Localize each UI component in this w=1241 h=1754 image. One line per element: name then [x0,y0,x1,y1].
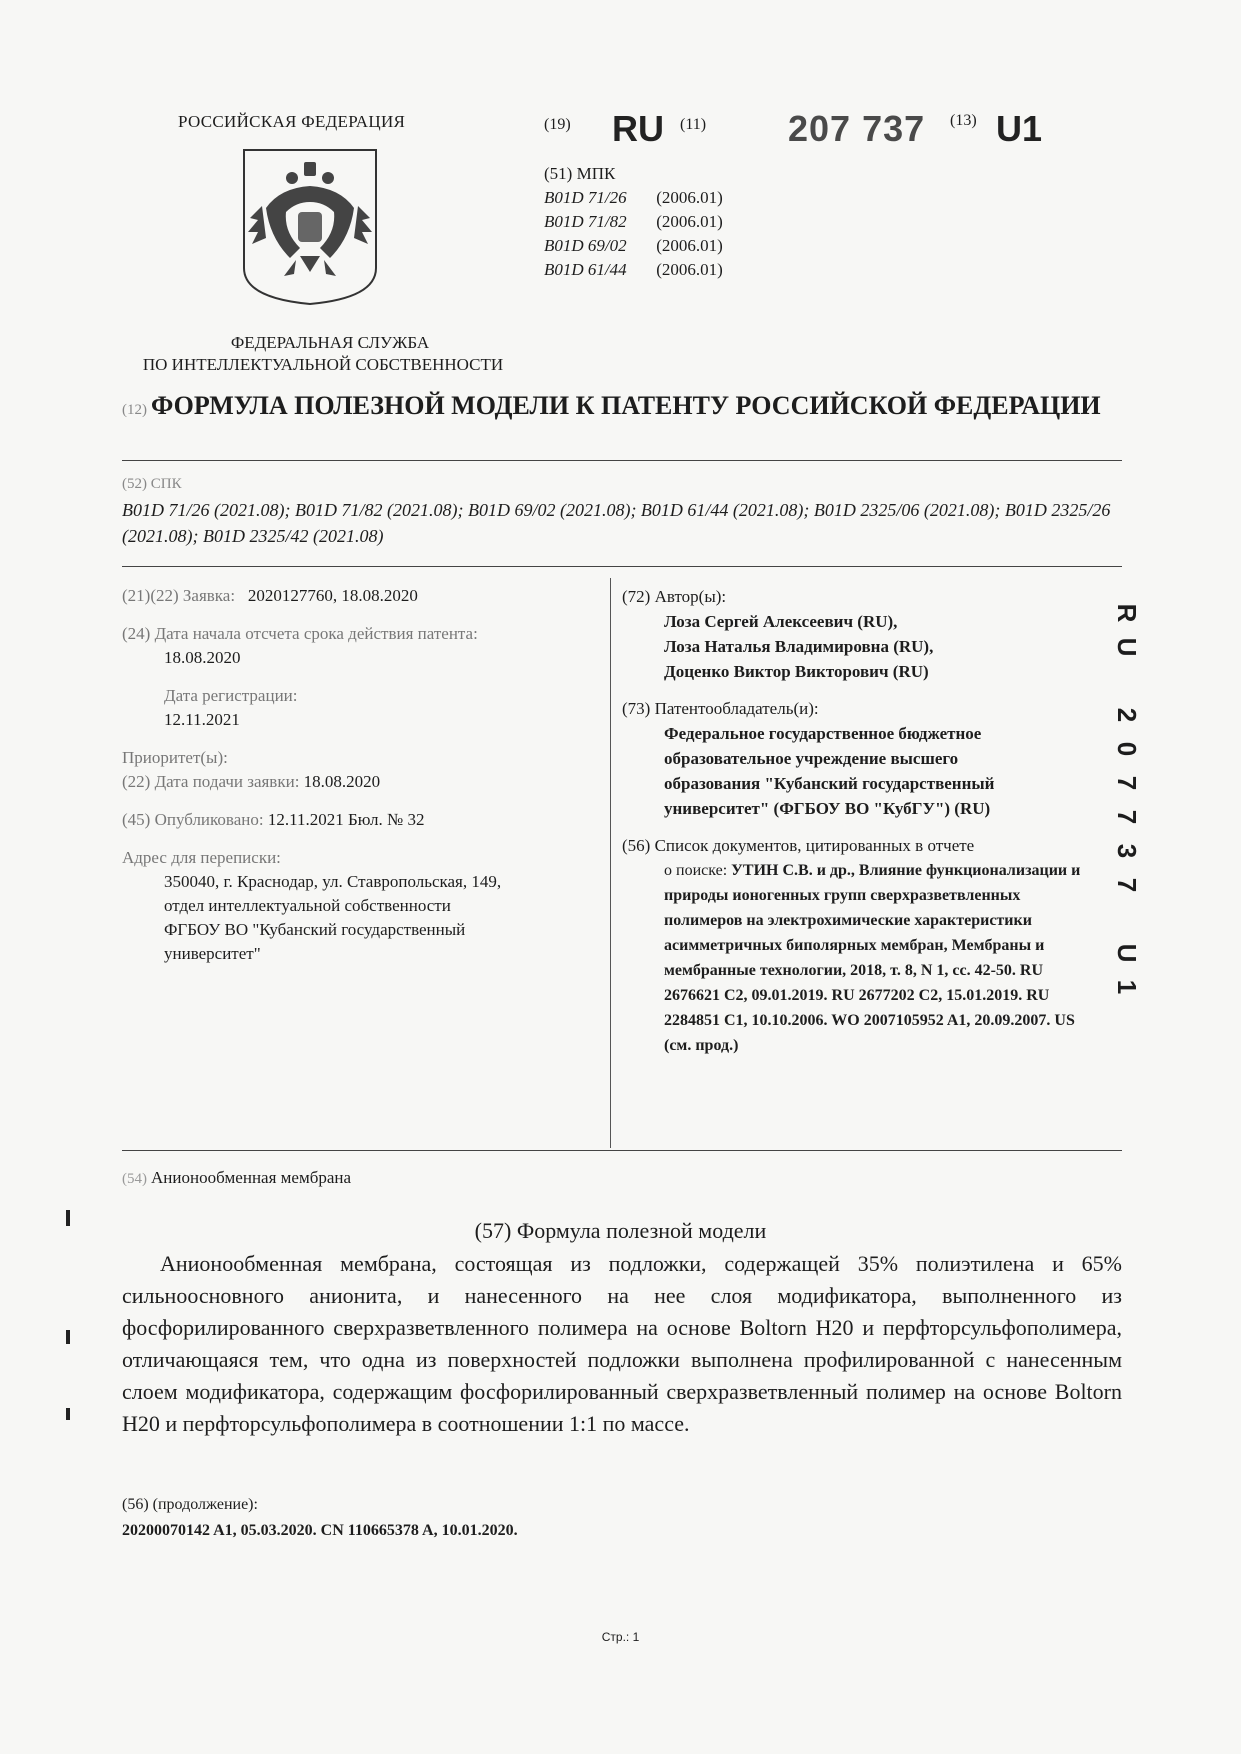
patent-number: 207 737 [788,108,926,149]
agency-line-2: ПО ИНТЕЛЛЕКТУАЛЬНОЙ СОБСТВЕННОСТИ [142,355,504,374]
state-emblem [240,148,380,306]
divider [122,566,1122,567]
registration: Дата регистрации: 12.11.2021 [164,686,298,729]
page-number: Стр.: 1 [601,1630,640,1644]
country-code: RU [612,108,664,149]
bibliographic-right [622,584,1092,1070]
code-11: (11) [680,116,707,133]
spk-codes: B01D 71/26 (2021.08); B01D 71/82 (2021.08); B01D 69/02 (2021.08); B01D 61/44 (2021.08); B01D 2325/06 (2021.08); B01D 2325/26 (2021.08); B01D 2325/42 (2021.08) [122,500,1111,546]
mpk-row: B01D 71/26 (2006.01) [544,188,723,207]
code-13: (13) [950,112,977,129]
address: Адрес для переписки: 350040, г. Краснодар, ул. Ставропольская, 149, отдел интеллектуальной собственности ФГБОУ ВО "Кубанский государственный университет" [122,848,502,963]
code-19: (19) [544,116,571,133]
mpk-row: B01D 69/02 (2006.01) [544,236,723,255]
cited-documents: (56) Список документов, цитированных в отчете о поиске: УТИН С.В. и др., Влияние функционализации и природы ионогенных групп сверхразветвленных полимеров на электрохимические характеристики асимметричных биполярных мембран, Мембраны и мембранные технологии, 2018, т. 8, N 1, сс. 42-50. RU 2676621 C2, 09.01.2019. RU 2677202 C2, 15.01.2019. RU 2284851 C1, 10.10.2006. WO 2007105952 A1, 20.09.2007. US (см. прод.) [622,836,1081,1054]
patent-holder: (73) Патентообладатель(и): Федеральное государственное бюджетное образовательное учреждение высшего образования "Кубанский государственный университет" (ФГБОУ ВО "КубГУ") (RU) [622,699,995,818]
invention-title: (54) Анионообменная мембрана [122,1168,352,1187]
authors: (72) Автор(ы): Лоза Сергей Алексеевич (RU), Лоза Наталья Владимировна (RU), Доценко Виктор Викторович (RU) [622,587,934,681]
agency-line-1: ФЕДЕРАЛЬНАЯ СЛУЖБА [230,333,430,352]
title-text: ФОРМУЛА ПОЛЕЗНОЙ МОДЕЛИ К ПАТЕНТУ РОССИЙСКОЙ ФЕДЕРАЦИИ [151,391,1101,420]
term-start: (24) Дата начала отсчета срока действия патента: 18.08.2020 [122,624,478,667]
published: (45) Опубликовано: 12.11.2021 Бюл. № 32 [122,810,425,829]
side-patent-code: R U 2 0 7 7 3 7 U 1 [1112,603,1142,995]
mpk-row: B01D 71/82 (2006.01) [544,212,723,231]
document-kind: U1 [996,108,1043,149]
mpk-label: (51) МПК [544,164,616,183]
claims-text: Анионообменная мембрана, состоящая из подложки, содержащей 35% полиэтилена и 65% сильноосновного анионита, и нанесенного на нее слоя модификатора, выполненного из фосфорилированного сверхразветвленного полимера на основе Boltorn H20 и перфторсульфополимера, отличающаяся тем, что одна из поверхностей подложки выполнена профилированной с нанесенным слоем модификатора, содержащим фосфорилированный сверхразветвленный полимер на основе Boltorn H20 и перфторсульфополимера в соотношении 1:1 по массе. [122,1251,1122,1436]
priority: Приоритет(ы): (22) Дата подачи заявки: 18.08.2020 [122,748,381,791]
scan-mark [66,1330,70,1344]
divider [122,1150,1122,1151]
country-name: РОССИЙСКАЯ ФЕДЕРАЦИЯ [178,112,406,131]
spk-label: (52) СПК [122,476,182,492]
mpk-row: B01D 61/44 (2006.01) [544,260,723,279]
continuation-text: 20200070142 A1, 05.03.2020. CN 110665378 A, 10.01.2020. [122,1522,518,1539]
application: (21)(22) Заявка: 2020127760, 18.08.2020 [122,586,418,605]
column-divider [610,578,611,1148]
title-code: (12) [122,402,147,418]
document-title [122,388,1112,428]
agency-name [130,332,530,376]
mpk-block [544,162,723,282]
claims-heading: (57) Формула полезной модели [474,1218,767,1243]
divider [122,460,1122,461]
bibliographic-left [122,584,602,980]
continuation-label: (56) (продолжение): [122,1496,258,1513]
scan-mark [66,1408,70,1420]
